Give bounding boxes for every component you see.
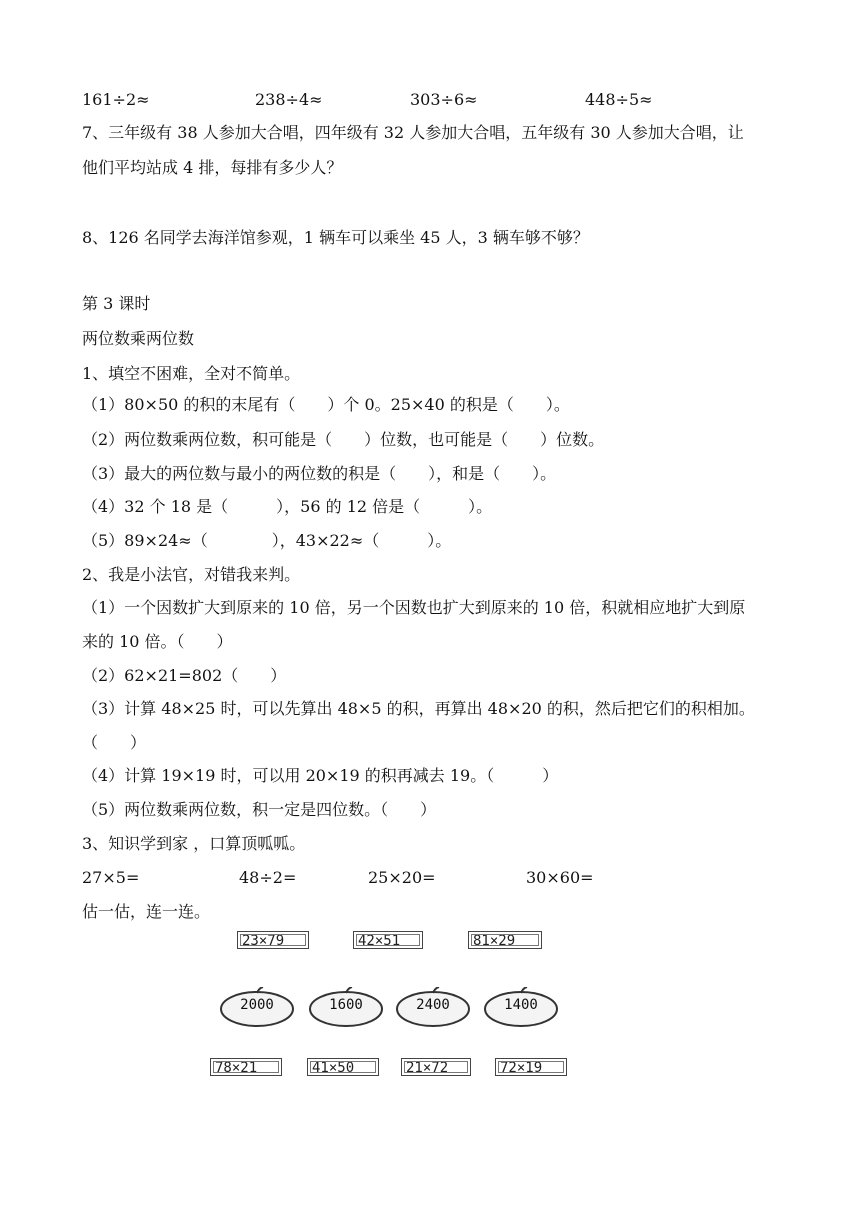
judge-item: （5）两位数乘两位数，积一定是四位数。（ ）	[82, 800, 437, 819]
apple-icon	[306, 987, 386, 1027]
question-7-line-2: 他们平均站成 4 排，每排有多少人？	[82, 158, 343, 177]
mental-calc-item: 48÷2=	[239, 868, 297, 887]
estimate-connect-title: 估一估，连一连。	[82, 902, 211, 921]
apple-icon	[217, 987, 297, 1027]
judge-item: （3）计算 48×25 时，可以先算出 48×5 的积，再算出 48×20 的积，然后把它们的积相加。	[82, 699, 755, 718]
fill-blank-item: （1）80×50 的积的末尾有（ ）个 0。25×40 的积是（ ）。	[82, 395, 570, 414]
judge-item: （1）一个因数扩大到原来的 10 倍，另一个因数也扩大到原来的 10 倍，积就相应地扩大到原	[82, 598, 746, 617]
fill-blank-item: （4）32 个 18 是（ ），56 的 12 倍是（ ）。	[82, 497, 493, 516]
expression-box: 41×50	[307, 1058, 379, 1076]
question-8: 8、126 名同学去海洋馆参观，1 辆车可以乘坐 45 人，3 辆车够不够？	[82, 228, 589, 247]
expression-box: 81×29	[468, 931, 542, 949]
estimate-item: 448÷5≈	[585, 90, 653, 109]
apple-icon	[393, 987, 473, 1027]
mental-calc-item: 30×60=	[526, 868, 594, 887]
question-7-line-1: 7、三年级有 38 人参加大合唱，四年级有 32 人参加大合唱，五年级有 30 人参加大合唱，让	[82, 123, 744, 142]
expression-box: 21×72	[401, 1058, 471, 1076]
fill-blank-item: （2）两位数乘两位数，积可能是（ ）位数，也可能是（ ）位数。	[82, 430, 605, 449]
section-2-title: 2、我是小法官，对错我来判。	[82, 565, 301, 584]
mental-calc-item: 27×5=	[82, 868, 140, 887]
fill-blank-item: （3）最大的两位数与最小的两位数的积是（ ），和是（ ）。	[82, 464, 557, 483]
apple-value: 2400	[416, 997, 450, 1013]
judge-item-continued: 来的 10 倍。（ ）	[82, 632, 233, 651]
mental-calc-item: 25×20=	[368, 868, 436, 887]
section-3-title: 3、知识学到家 ，口算顶呱呱。	[82, 834, 306, 853]
lesson-number: 第 3 课时	[82, 294, 151, 313]
section-1-title: 1、填空不困难，全对不简单。	[82, 364, 301, 383]
lesson-topic: 两位数乘两位数	[82, 329, 195, 348]
matching-figure	[205, 925, 560, 1085]
estimate-item: 303÷6≈	[410, 90, 478, 109]
expression-box: 23×79	[237, 931, 309, 949]
judge-item: （4）计算 19×19 时，可以用 20×19 的积再减去 19。（ ）	[82, 766, 559, 785]
expression-box: 78×21	[210, 1058, 282, 1076]
expression-box: 72×19	[495, 1058, 567, 1076]
apple-value: 2000	[240, 997, 274, 1013]
judge-item-continued: （ ）	[82, 733, 147, 752]
expression-box: 42×51	[353, 931, 423, 949]
estimate-item: 161÷2≈	[82, 90, 150, 109]
apple-icon	[481, 987, 561, 1027]
fill-blank-item: （5）89×24≈（ ），43×22≈（ ）。	[82, 531, 452, 550]
apple-value: 1600	[329, 997, 363, 1013]
estimate-item: 238÷4≈	[255, 90, 323, 109]
judge-item: （2）62×21=802（ ）	[82, 666, 287, 685]
apple-value: 1400	[504, 997, 538, 1013]
